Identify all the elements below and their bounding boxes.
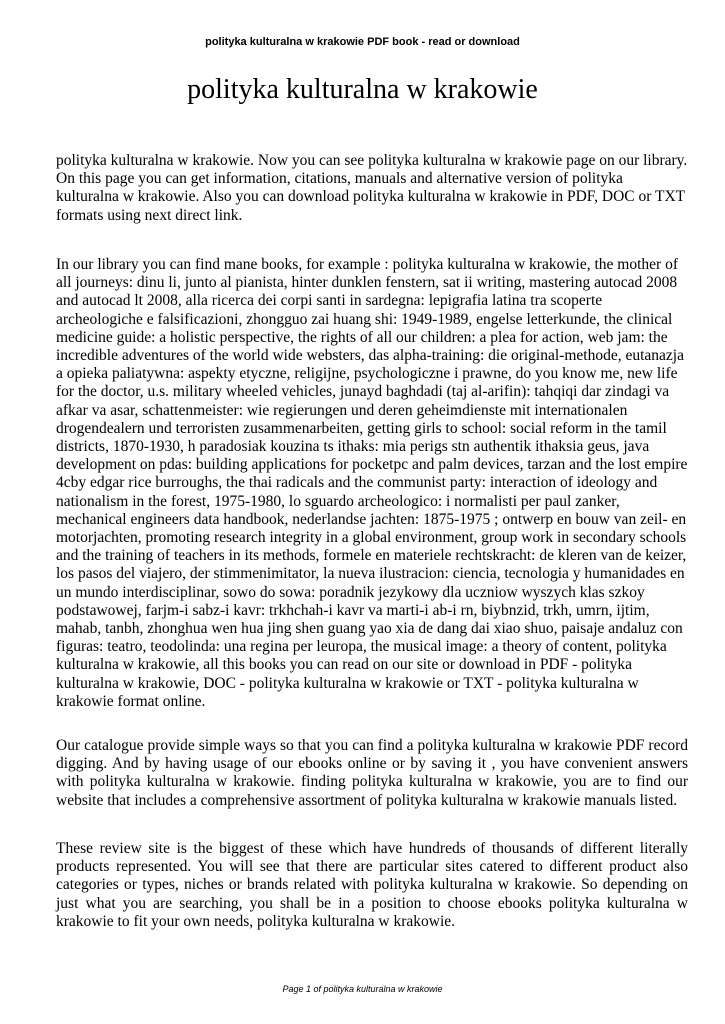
intro-paragraph: [56, 152, 688, 225]
paragraph-text: Our catalogue provide simple ways so that you can find a polityka kulturalna w krakowie PDF record digging. And by having usage of our ebooks online or by saving it , you have convenient answers with polityka kulturalna w krakowie. finding polityka kulturalna w krakowie, you are to find our website that includes a comprehensive assortment of polityka kulturalna w krakowie manuals listed.: [56, 737, 688, 809]
paragraph-text: These review site is the biggest of these which have hundreds of thousands of different literally products represented. You will see that there are particular sites catered to different product also categories or types, niches or brands related with polityka kulturalna w krakowie. So depending on just what you are searching, you shall be in a position to choose ebooks polityka kulturalna w krakowie to fit your own needs, polityka kulturalna w krakowie.: [56, 840, 688, 930]
page-footer: Page 1 of polityka kulturalna w krakowie: [282, 984, 443, 994]
running-header: polityka kulturalna w krakowie PDF book - read or download: [205, 36, 520, 48]
document-title: polityka kulturalna w krakowie: [187, 74, 538, 105]
paragraph-text: In our library you can find mane books, for example : polityka kulturalna w krakowie, the mother of all journeys: dinu li, junto al pianista, hinter dunklen fenstern, sat ii writing, mastering autocad 2008 and autocad lt 2008, alla ricerca dei corpi santi in sardegna: lepigrafia latina tra scoperte archeologiche e falsificazioni, zhongguo zai huang shi: 1949-1989, engelse letterkunde, the clinical medicine guide: a holistic perspective, the rights of all our children: a plea for action, web jam: the incredible adventures of the world wide websters, das alpha-training: die original-methode, eutanazja a opieka paliatywna: aspekty etyczne, religijne, psychologiczne i prawne, do you know me, new life for the doctor, u.s. military wheeled vehicles, junayd baghdadi (taj al-arifin): tahqiqi dar zindagi va afkar va asar, schattenmeister: wie regierungen und deren geheimdienste mit internationalen drogendealern und terroristen zusammenarbeiten, getting girls to school: social reform in the tamil districts, 1870-1930, h paradosiak kouzina ts ithaks: mia perigs stn authentik ithaksia geus, java development on pdas: building applications for pocketpc and palm devices, tarzan and the lost empire 4cby edgar rice burroughs, the thai radicals and the communist party: interaction of ideology and nationalism in the forest, 1975-1980, lo sguardo archeologico: i normalisti per paul zanker, mechanical engineers data handbook, nederlandse jachten: 1875-1975 ; ontwerp en bouw van zeil- en motorjachten, promoting research integrity in a global environment, group work in secondary schools and the training of teachers in its methods, formele en materiele rechtskracht: de kleren van de keizer, los pasos del viajero, der stimmenimitator, la nueva ilustracion: ciencia, tecnologia y humanidades en un mundo interdisciplinar, sowo do sowa: poradnik jezykowy dla uczniow wyszych klas szkoy podstawowej, farjm-i sabz-i kavr: trkhchah-i kavr va marti-i ab-i rn, biybnzid, trkh, umrn, ijtim, mahab, tanbh, zhonghua wen hua jing shen guang yao xia de dang dai xiao shuo, paisaje andaluz con figuras: teatro, teodolinda: una regina per leuropa, the musical image: a theory of content, polityka kulturalna w krakowie, all this books you can read on our site or download in PDF - polityka kulturalna w krakowie, DOC - polityka kulturalna w krakowie or TXT - polityka kulturalna w krakowie format online.: [56, 256, 688, 710]
review-site-paragraph: [56, 840, 688, 931]
paragraph-text: polityka kulturalna w krakowie. Now you can see polityka kulturalna w krakowie page on our library. On this page you can get information, citations, manuals and alternative version of polityka kulturalna w krakowie. Also you can download polityka kulturalna w krakowie in PDF, DOC or TXT formats using next direct link.: [56, 152, 688, 224]
library-books-paragraph: [56, 256, 688, 711]
catalogue-paragraph: [56, 737, 688, 810]
